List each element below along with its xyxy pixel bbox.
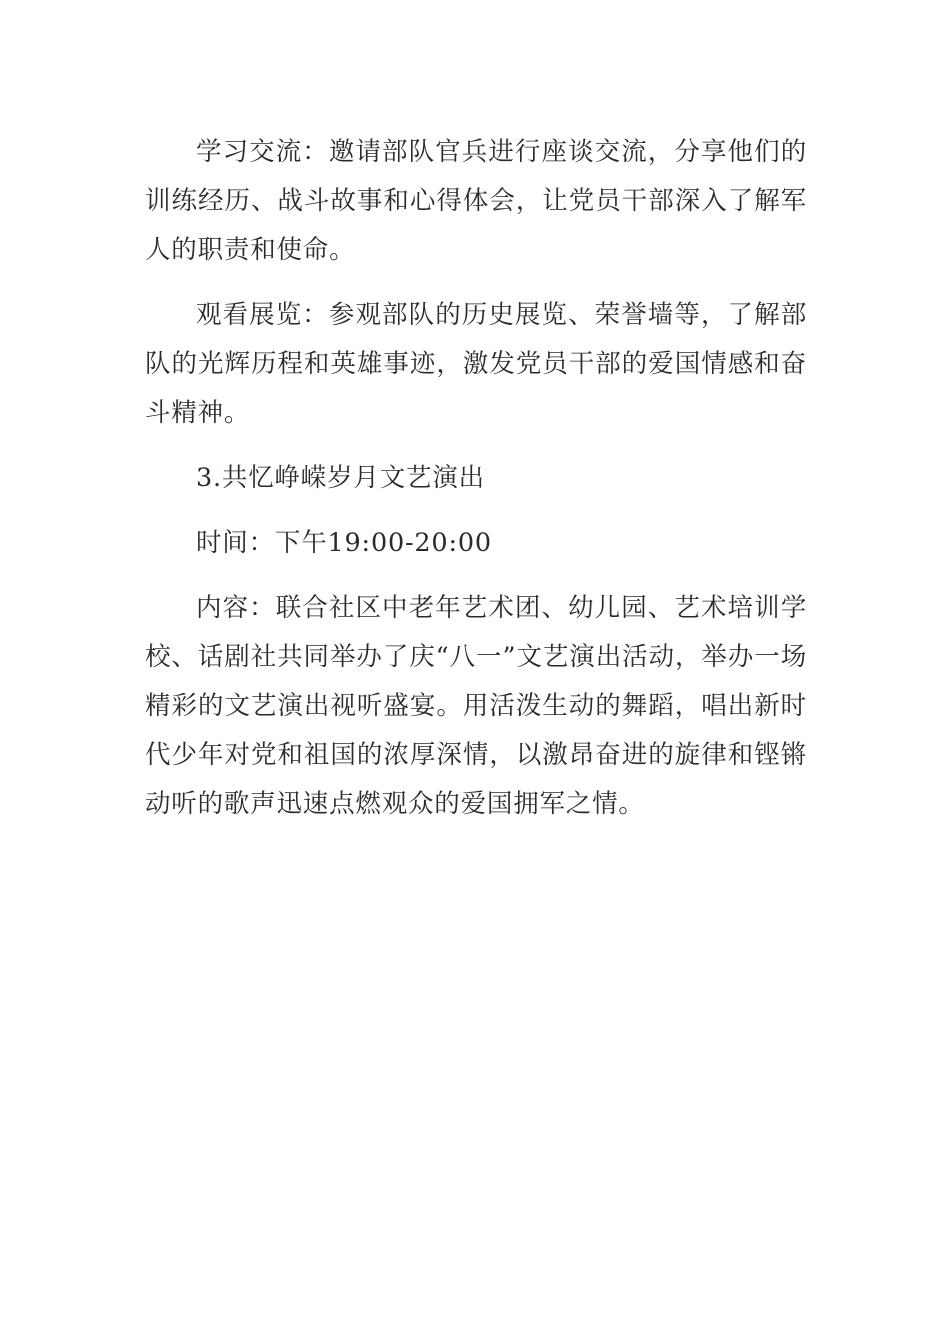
paragraph-time: 时间：下午19:00-20:00 — [196, 528, 492, 558]
document-body — [145, 128, 807, 845]
paragraph-study-exchange: 学习交流：邀请部队官兵进行座谈交流，分享他们的训练经历、战斗故事和心得体会，让党员干部深入了解军人的职责和使命。 — [145, 137, 807, 265]
paragraph-content: 内容：联合社区中老年艺术团、幼儿园、艺术培训学校、话剧社共同举办了庆“八一”文艺演出活动，举办一场精彩的文艺演出视听盛宴。用活泼生动的舞蹈，唱出新时代少年对党和祖国的浓厚深情，以激昂奋进的旋律和铿锵动听的歌声迅速点燃观众的爱国拥军之情。 — [145, 593, 807, 819]
paragraph-exhibition: 观看展览：参观部队的历史展览、荣誉墙等，了解部队的光辉历程和英雄事迹，激发党员干部的爱国情感和奋斗精神。 — [145, 300, 807, 428]
section-heading-performance: 3.共忆峥嵘岁月文艺演出 — [196, 463, 485, 493]
